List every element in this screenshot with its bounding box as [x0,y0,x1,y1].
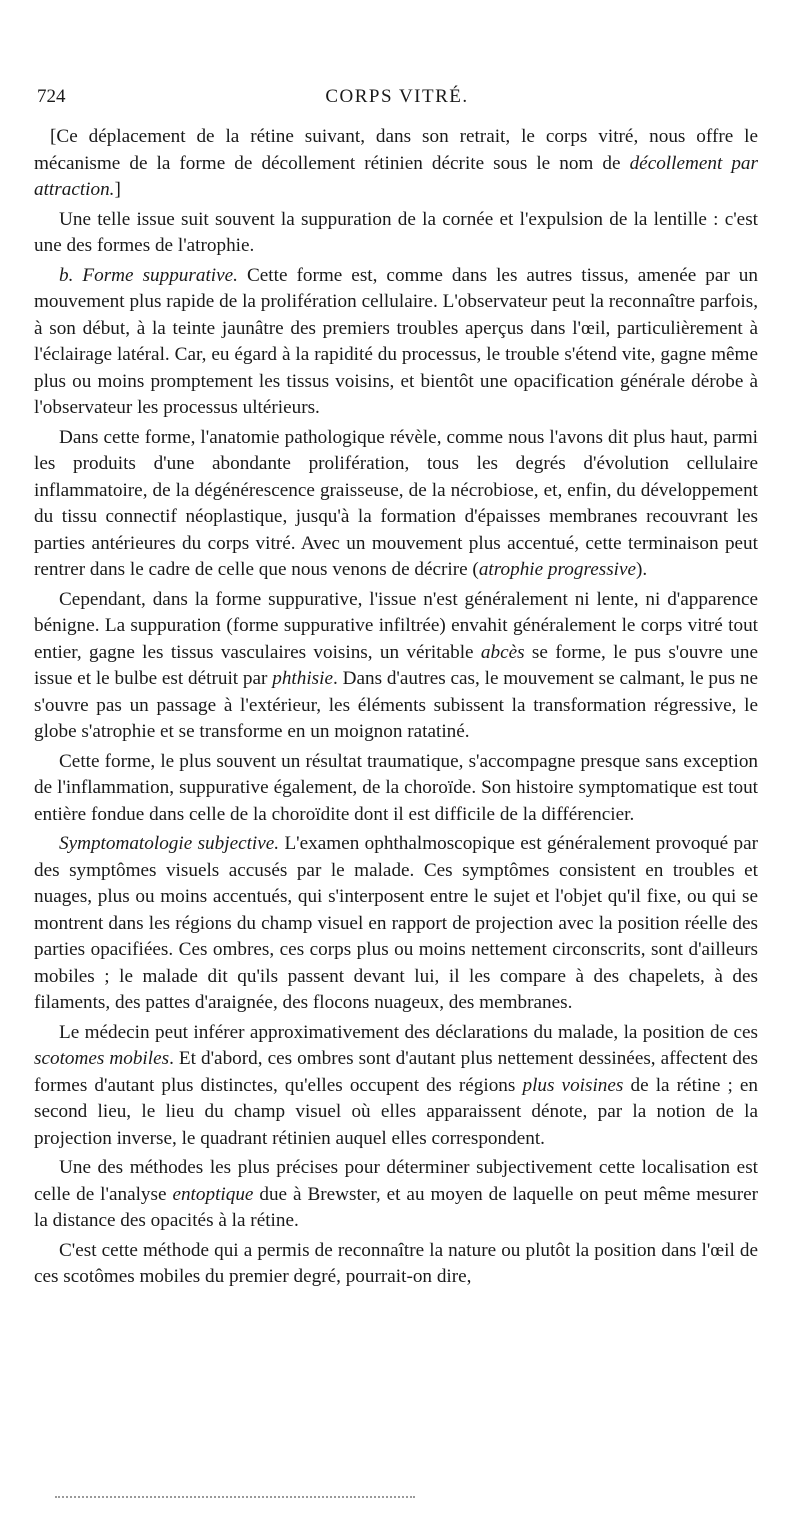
text-run: . Et d'abord, ces ombres sont d'autant plus nettement dessinées, affectent des formes d'autant plus distinctes, qu'elles occupent des régions [34,1048,759,1096]
running-header [37,86,757,112]
text-run: de la rétine ; en second lieu, le lieu du champ visuel où elles apparaissent dénote, par la notion de la projection inverse, le quadrant rétinien auquel elles correspondent. [34,1074,759,1149]
italic-text: scotomes mobiles [34,1048,170,1069]
text-run: Cependant, dans la forme suppurative, l'issue n'est généralement ni lente, ni d'apparence bénigne. La suppuration (forme suppurative infiltrée) envahit généralement le corps vitré tout entier, gagne les tissus vasculaires voisins, un véritable [34,588,758,663]
text-run: C'est cette méthode qui a permis de reconnaître la nature ou plutôt la position dans l'œil de ces scotômes mobiles du premier degré, pourrait-on dire, [34,1239,758,1287]
paragraph [34,1020,758,1153]
italic-text: b. Forme suppurative. [59,264,238,286]
text-run: [Ce déplacement de la rétine suivant, dans son retrait, le corps vitré, nous offre le mécanisme de la forme de décollement rétinien décrite sous le nom de [34,126,758,174]
text-run: . Dans d'autres cas, le mouvement se calmant, le pus ne s'ouvre pas un passage à l'extérieur, les éléments subissent la transformation régressive, le globe s'atrophie et se transforme en un moignon ratatiné. [34,668,758,742]
text-run: Cette forme est, comme dans les autres tissus, amenée par un mouvement plus rapide de la prolifération cellulaire. L'observateur peut la reconnaître parfois, à son début, à la teinte jaunâtre des premiers troubles aperçus dans l'œil, particulièrement à l'éclairage latéral. Car, eu égard à la rapidité du processus, le trouble s'étend vite, gagne même plus ou moins promptement les tissus voisins, et bientôt une opacification générale dérobe à l'observateur les processus ultérieurs. [34,264,758,418]
paragraph [34,425,758,584]
italic-text: plus voisines [522,1074,624,1096]
text-run: Le médecin peut inférer approximativement des déclarations du malade, la position de ces [59,1021,758,1043]
italic-text: décollement par attraction. [34,152,758,200]
text-run: due à Brewster, et au moyen de laquelle on peut même mesurer la distance des opacités à la rétine. [34,1183,758,1231]
paragraph [34,1238,758,1291]
paragraph [34,1155,758,1235]
text-run: L'examen ophthalmoscopique est généralement provoqué par des symptômes visuels accusés par le malade. Ces symptômes consistent en troubles et nuages, plus ou moins accentués, qui s'interposent entre le sujet et l'objet qu'il fixe, ou qui se montrent dans les régions du champ visuel en rapport de projection avec la position réelle des parties opacifiées. Ces ombres, ces corps plus ou moins nettement circonscrits, sont d'ailleurs mobiles ; le malade dit qu'ils passent devant lui, il les compare à des chapelets, à des filaments, des pattes d'araignée, des flocons nuageux, des membranes. [34,833,758,1013]
paragraph [34,831,758,1017]
bottom-dotted-marks [55,1496,415,1500]
paragraph [34,749,758,829]
italic-text: entoptique [172,1183,254,1205]
page-number: 724 [37,86,66,107]
text-run: se forme, le pus s'ouvre une issue et le bulbe est détruit par [34,641,758,689]
italic-text: abcès [480,641,525,663]
text-run: ] [114,179,121,200]
italic-text: phthisie [272,668,333,689]
text-run: Dans cette forme, l'anatomie pathologique révèle, comme nous l'avons dit plus haut, parmi les produits d'une abondante prolifération, tous les degrés d'évolution cellulaire inflammatoire, de la dégénérescence graisseuse, de la nécrobiose, et, enfin, du développement du tissu connectif néoplastique, jusqu'à la formation d'épaisses membranes recouvrant les parties antérieures du corps vitré. Avec un mouvement plus accentué, cette terminaison peut rentrer dans le cadre de celle que nous venons de décrire ( [34,426,758,580]
body-text [34,124,758,1294]
paragraph [34,587,758,746]
paragraph [34,263,758,422]
paragraph [34,207,758,260]
paragraph [34,124,758,204]
italic-text: atrophie progressive [478,559,637,580]
text-run: Une des méthodes les plus précises pour déterminer subjectivement cette localisation est celle de l'analyse [34,1157,758,1205]
text-run: ). [636,559,648,580]
text-run: Une telle issue suit souvent la suppuration de la cornée et l'expulsion de la lentille : c'est une des formes de l'atrophie. [34,208,758,256]
text-run: Cette forme, le plus souvent un résultat traumatique, s'accompagne presque sans exception de l'inflammation, suppurative également, de la choroïde. Son histoire symptomatique est tout entière fondue dans celle de la choroïdite dont il est difficile de la différencier. [34,750,758,825]
running-title: CORPS VITRÉ. [325,86,469,107]
italic-text: Symptomatologie subjective. [59,833,280,854]
